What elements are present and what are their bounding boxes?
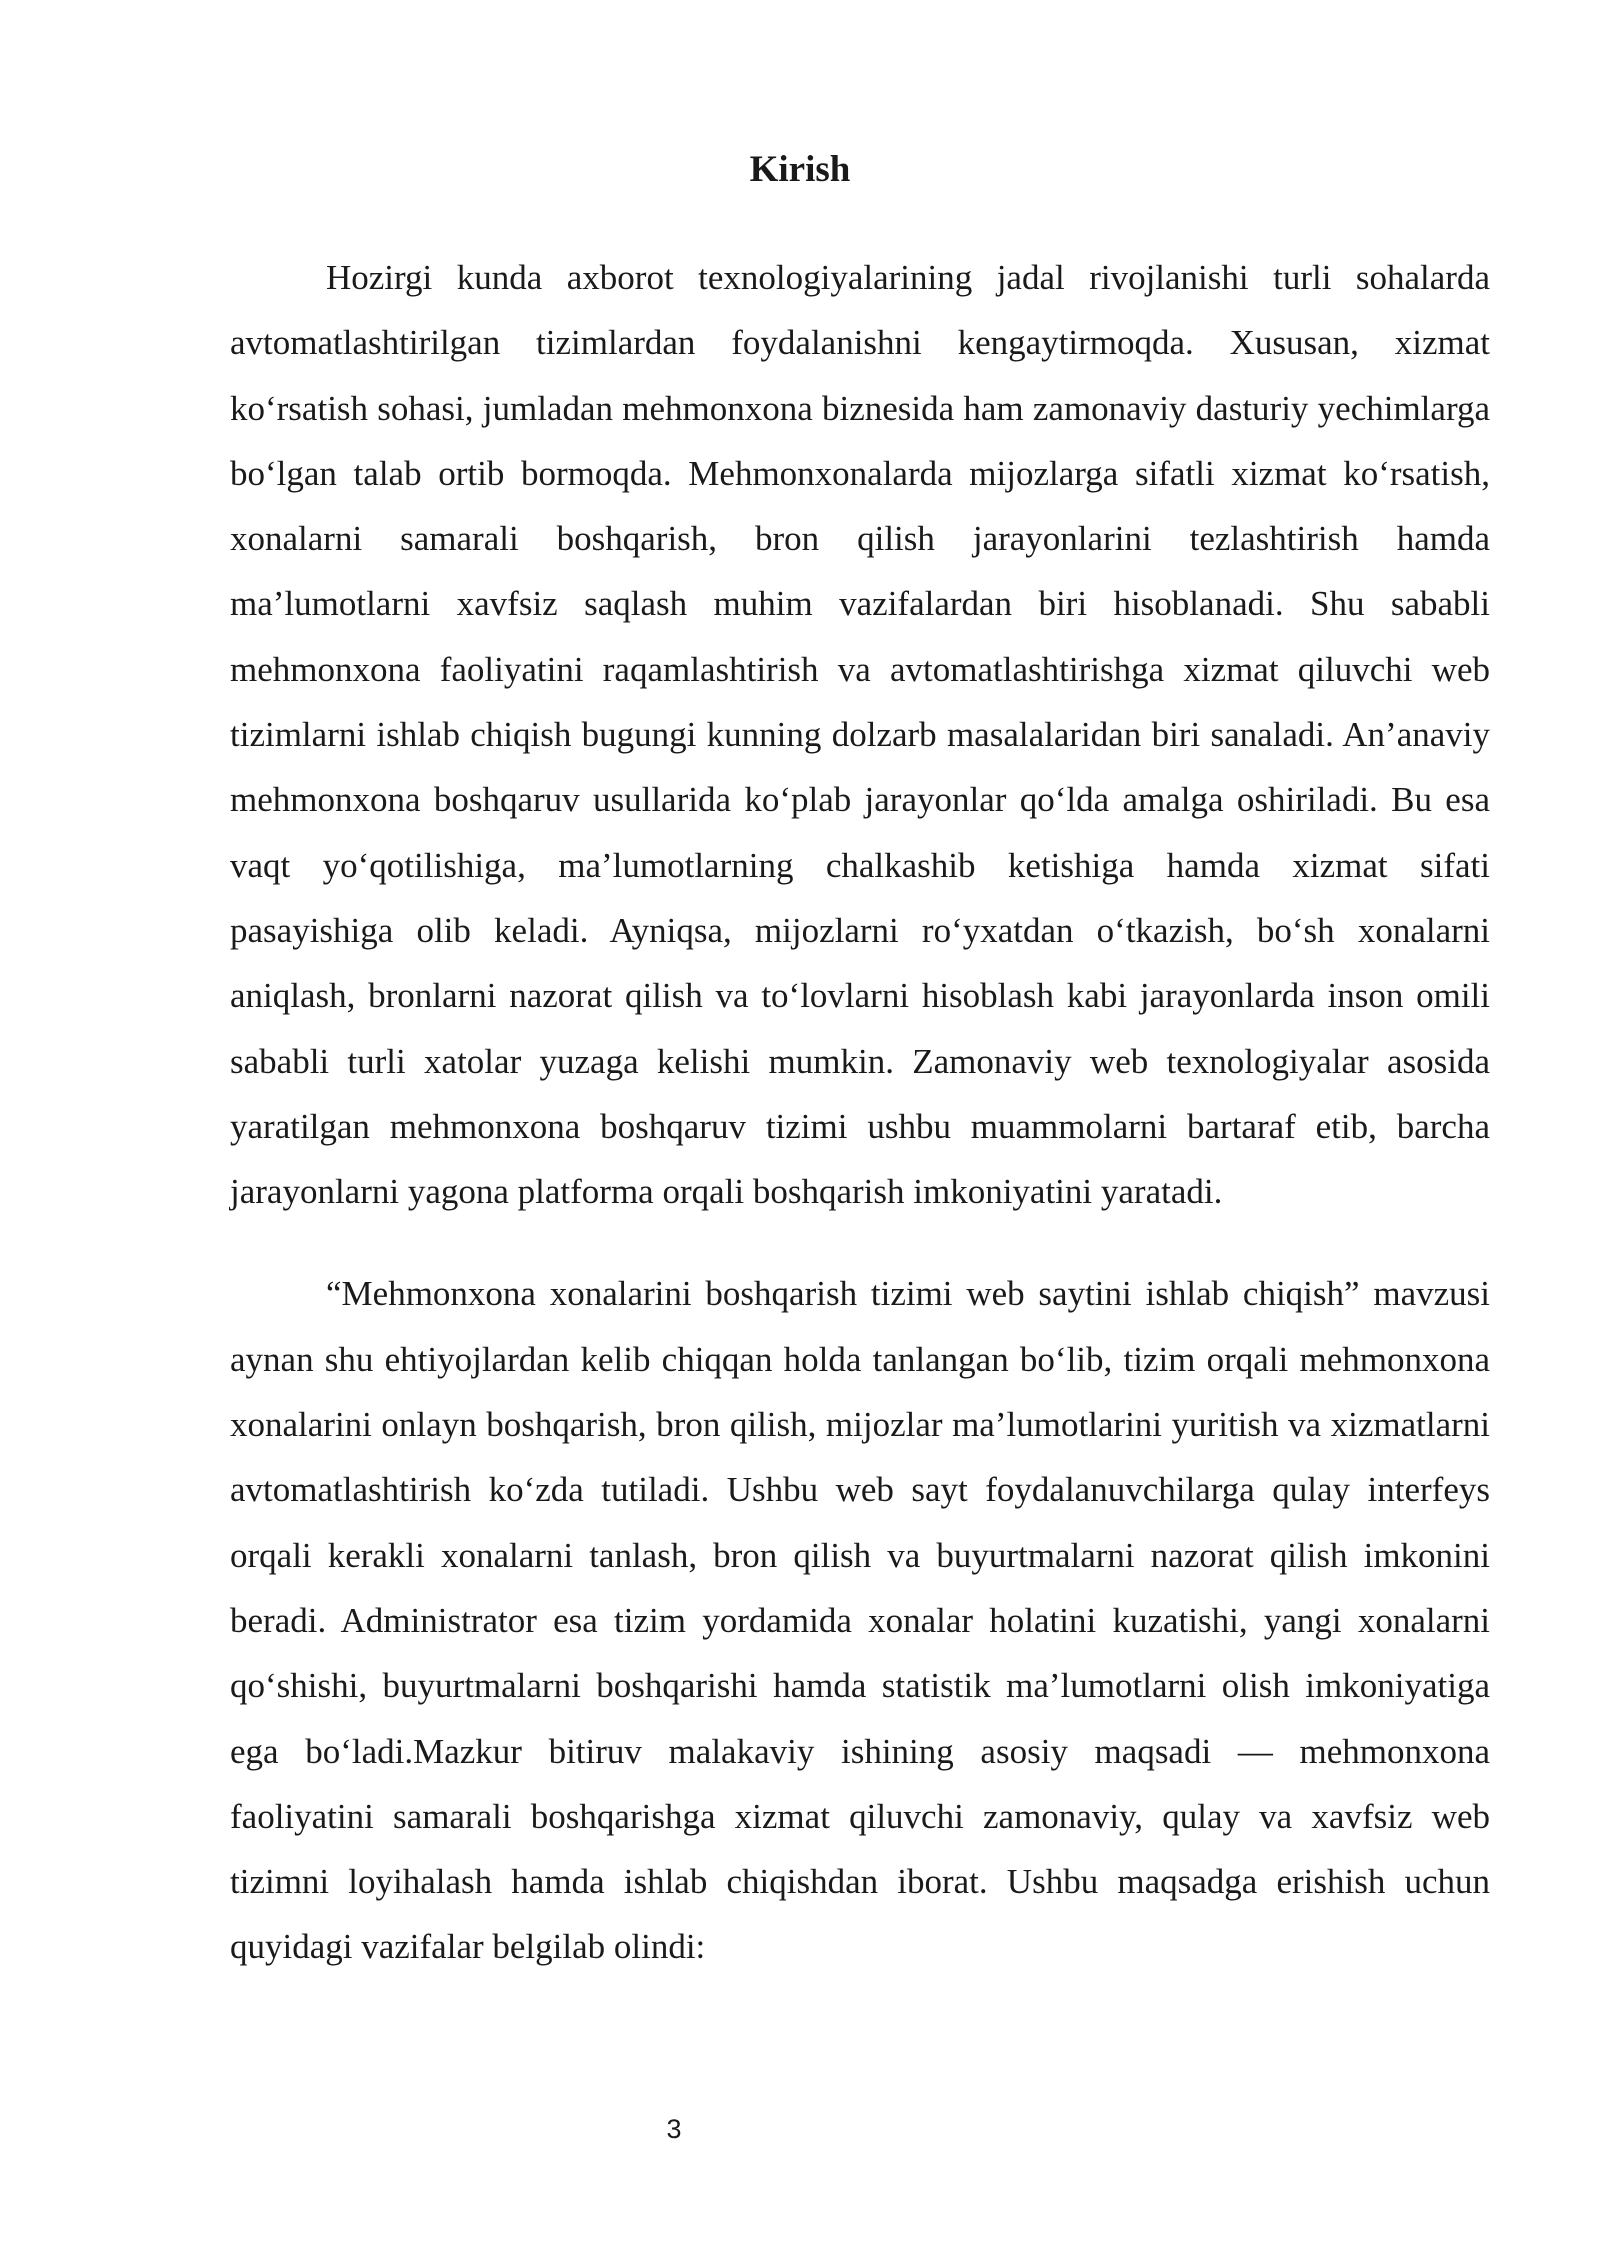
body-text xyxy=(230,245,1490,1980)
paragraph-introduction: Hozirgi kunda axborot texnologiyalarining jadal rivojlanishi turli sohalarda avtomatlashtirilgan tizimlardan foydalanishni kengaytirmoqda. Xususan, xizmat ko‘rsatish sohasi, jumladan mehmonxona biznesida ham zamonaviy dasturiy yechimlarga bo‘lgan talab ortib bormoqda. Mehmonxonalarda mijozlarga sifatli xizmat ko‘rsatish, xonalarni samarali boshqarish, bron qilish jarayonlarini tezlashtirish hamda ma’lumotlarni xavfsiz saqlash muhim vazifalardan biri hisoblanadi. Shu sababli mehmonxona faoliyatini raqamlashtirish va avtomatlashtirishga xizmat qiluvchi web tizimlarni ishlab chiqish bugungi kunning dolzarb masalalaridan biri sanaladi. An’anaviy mehmonxona boshqaruv usullarida ko‘plab jarayonlar qo‘lda amalga oshiriladi. Bu esa vaqt yo‘qotilishiga, ma’lumotlarning chalkashib ketishiga hamda xizmat sifati pasayishiga olib keladi. Ayniqsa, mijozlarni ro‘yxatdan o‘tkazish, bo‘sh xonalarni aniqlash, bronlarni nazorat qilish va to‘lovlarni hisoblash kabi jarayonlarda inson omili sababli turli xatolar yuzaga kelishi mumkin. Zamonaviy web texnologiyalar asosida yaratilgan mehmonxona boshqaruv tizimi ushbu muammolarni bartaraf etib, barcha jarayonlarni yagona platforma orqali boshqarish imkoniyatini yaratadi. xyxy=(230,258,1490,1212)
page-number: 3 xyxy=(666,2114,682,2144)
paragraph-topic-goal: “Mehmonxona xonalarini boshqarish tizimi web saytini ishlab chiqish” mavzusi aynan shu ehtiyojlardan kelib chiqqan holda tanlangan bo‘lib, tizim orqali mehmonxona xonalarini onlayn boshqarish, bron qilish, mijozlar ma’lumotlarini yuritish va xizmatlarni avtomatlashtirish ko‘zda tutiladi. Ushbu web sayt foydalanuvchilarga qulay interfeys orqali kerakli xonalarni tanlash, bron qilish va buyurtmalarni nazorat qilish imkonini beradi. Administrator esa tizim yordamida xonalar holatini kuzatishi, yangi xonalarni qo‘shishi, buyurtmalarni boshqarishi hamda statistik ma’lumotlarni olish imkoniyatiga ega bo‘ladi.Mazkur bitiruv malakaviy ishining asosiy maqsadi — mehmonxona faoliyatini samarali boshqarishga xizmat qiluvchi zamonaviy, qulay va xavfsiz web tizimni loyihalash hamda ishlab chiqishdan iborat. Ushbu maqsadga erishish uchun quyidagi vazifalar belgilab olindi: xyxy=(230,1274,1490,1967)
section-title: Kirish xyxy=(749,149,851,190)
